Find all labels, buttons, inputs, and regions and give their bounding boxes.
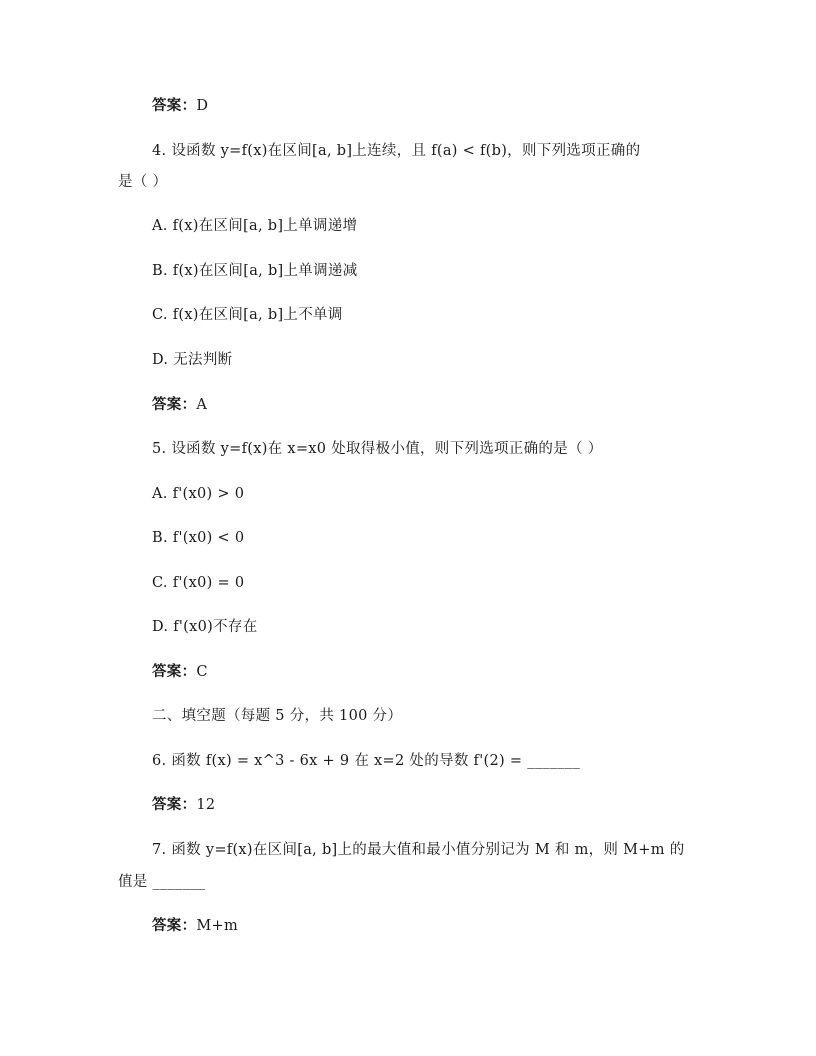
- question-7-stem: 7. 函数 y=f(x)在区间[a, b]上的最大值和最小值分别记为 M 和 m，则 M+m 的: [152, 842, 685, 858]
- option-c: C. f'(x0) = 0: [152, 575, 245, 591]
- option-b: B. f'(x0) < 0: [152, 530, 245, 546]
- answer-value: D: [196, 98, 209, 114]
- question-6-stem: 6. 函数 f(x) = x^3 - 6x + 9 在 x=2 处的导数 f'(2) = _______: [152, 753, 581, 769]
- option-a: A. f(x)在区间[a, b]上单调递增: [152, 218, 358, 234]
- option-d: D. 无法判断: [152, 352, 233, 368]
- question-4-stem: 4. 设函数 y=f(x)在区间[a, b]上连续，且 f(a) < f(b)，则下列选项正确的: [152, 143, 641, 159]
- answer-label: 答案：: [152, 796, 197, 813]
- answer-value: M+m: [196, 918, 239, 934]
- answer-line: [152, 395, 207, 415]
- answer-line: [152, 916, 238, 936]
- option-a: A. f'(x0) > 0: [152, 486, 245, 502]
- option-d: D. f'(x0)不存在: [152, 619, 258, 635]
- answer-value: C: [196, 664, 208, 680]
- answer-label: 答案：: [152, 97, 197, 114]
- option-c: C. f(x)在区间[a, b]上不单调: [152, 307, 343, 323]
- question-7-stem-cont: 值是 _______: [118, 874, 206, 890]
- answer-line: [152, 96, 208, 116]
- answer-line: [152, 795, 215, 815]
- answer-value: 12: [196, 797, 216, 813]
- section-heading: 二、填空题（每题 5 分，共 100 分）: [152, 708, 403, 724]
- answer-label: 答案：: [152, 663, 197, 680]
- answer-label: 答案：: [152, 396, 197, 413]
- answer-label: 答案：: [152, 917, 197, 934]
- answer-line: [152, 662, 208, 682]
- question-4-stem-cont: 是（ ）: [118, 174, 168, 190]
- option-b: B. f(x)在区间[a, b]上单调递减: [152, 263, 358, 279]
- question-5-stem: 5. 设函数 y=f(x)在 x=x0 处取得极小值，则下列选项正确的是（ ）: [152, 441, 603, 457]
- answer-value: A: [196, 397, 208, 413]
